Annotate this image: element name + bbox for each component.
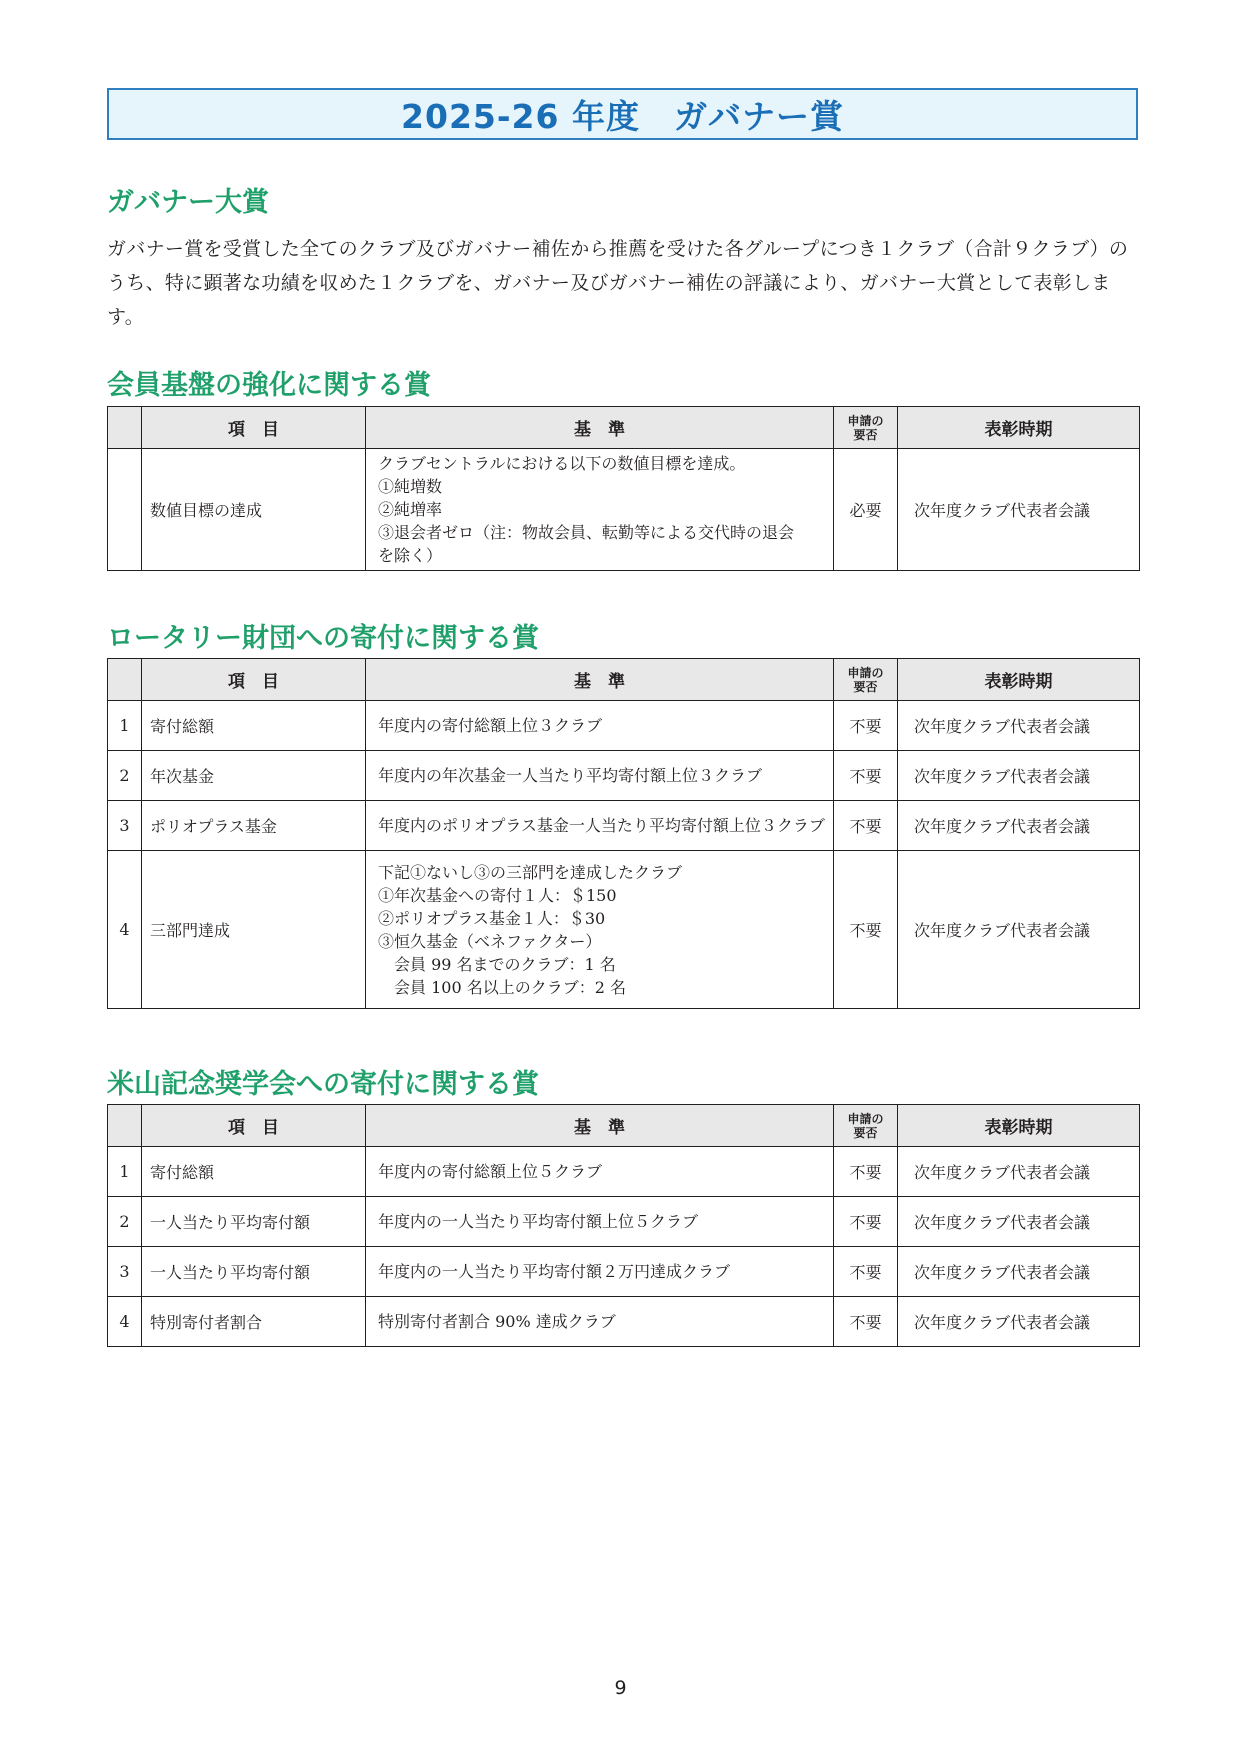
page-title-box <box>107 88 1138 140</box>
row-required: 不要 <box>834 1147 898 1197</box>
row-item: 数値目標の達成 <box>142 449 366 571</box>
row-required: 不要 <box>834 851 898 1009</box>
row-required: 不要 <box>834 701 898 751</box>
header-required-line1: 申請の <box>847 413 884 428</box>
criteria-line: 年度内の一人当たり平均寄付額２万円達成クラブ <box>378 1262 731 1281</box>
criteria-line: 下記①ないし③の三部門を達成したクラブ <box>378 862 683 882</box>
row-timing: 次年度クラブ代表者会議 <box>898 1197 1140 1247</box>
foundation-table <box>107 658 1140 1009</box>
header-item: 項 目 <box>142 659 366 701</box>
criteria-line: 特別寄付者割合 90% 達成クラブ <box>378 1312 616 1331</box>
criteria-line: 年度内の一人当たり平均寄付額上位５クラブ <box>378 1212 699 1231</box>
row-required: 不要 <box>834 1297 898 1347</box>
row-criteria <box>366 449 834 571</box>
row-criteria <box>366 701 834 751</box>
header-item: 項 目 <box>142 407 366 449</box>
criteria-line: 会員 99 名までのクラブ：1 名 <box>378 954 616 974</box>
table-row <box>108 851 1140 1009</box>
page-title: 2025-26 年度 ガバナー賞 <box>401 96 844 136</box>
row-item: 一人当たり平均寄付額 <box>142 1197 366 1247</box>
table-row <box>108 1297 1140 1347</box>
criteria-line: ②ポリオプラス基金１人：＄30 <box>378 908 606 928</box>
header-item: 項 目 <box>142 1105 366 1147</box>
row-criteria <box>366 1147 834 1197</box>
row-number: 2 <box>108 1197 142 1247</box>
row-number <box>108 449 142 571</box>
row-item: 寄付総額 <box>142 1147 366 1197</box>
row-number: 4 <box>108 1297 142 1347</box>
table-row <box>108 801 1140 851</box>
table-row <box>108 701 1140 751</box>
header-criteria: 基 準 <box>366 1105 834 1147</box>
header-required-line1: 申請の <box>847 1111 884 1126</box>
criteria-line: 会員 100 名以上のクラブ：2 名 <box>378 977 626 997</box>
row-criteria <box>366 1247 834 1297</box>
grand-prize-description: ガバナー賞を受賞した全てのクラブ及びガバナー補佐から推薦を受けた各グループにつき１クラブ（合計９クラブ）のうち、特に顕著な功績を収めた１クラブを、ガバナー及びガバナー補佐の評議により、ガバナー大賞として表彰します。 <box>107 238 1129 328</box>
row-timing: 次年度クラブ代表者会議 <box>898 1247 1140 1297</box>
criteria-line: クラブセントラルにおける以下の数値目標を達成。 <box>378 454 746 473</box>
table-header-row <box>108 1105 1140 1147</box>
table-row <box>108 751 1140 801</box>
row-required: 必要 <box>834 449 898 571</box>
table-row <box>108 449 1140 571</box>
row-required: 不要 <box>834 751 898 801</box>
table-row <box>108 1197 1140 1247</box>
table-header-row <box>108 407 1140 449</box>
header-required <box>834 1105 898 1147</box>
row-required: 不要 <box>834 1197 898 1247</box>
criteria-line: ②純増率 <box>378 500 443 519</box>
row-timing: 次年度クラブ代表者会議 <box>898 851 1140 1009</box>
row-number: 4 <box>108 851 142 1009</box>
row-item: 三部門達成 <box>142 851 366 1009</box>
criteria-line: 年度内のポリオプラス基金一人当たり平均寄付額上位３クラブ <box>378 816 825 835</box>
row-number: 3 <box>108 801 142 851</box>
header-timing: 表彰時期 <box>898 407 1140 449</box>
row-item: 年次基金 <box>142 751 366 801</box>
header-number-cell <box>108 407 142 449</box>
row-item: 寄付総額 <box>142 701 366 751</box>
header-required-line2: 要否 <box>853 1125 878 1140</box>
criteria-line: ③恒久基金（ベネファクター） <box>378 931 602 951</box>
header-number-cell <box>108 1105 142 1147</box>
row-number: 3 <box>108 1247 142 1297</box>
criteria-line: 年度内の寄付総額上位３クラブ <box>378 716 603 735</box>
criteria-line: 年度内の寄付総額上位５クラブ <box>378 1162 603 1181</box>
table-row <box>108 1147 1140 1197</box>
section-heading-foundation: ロータリー財団への寄付に関する賞 <box>107 623 539 654</box>
row-timing: 次年度クラブ代表者会議 <box>898 801 1140 851</box>
header-criteria: 基 準 <box>366 659 834 701</box>
row-item: 特別寄付者割合 <box>142 1297 366 1347</box>
row-timing: 次年度クラブ代表者会議 <box>898 751 1140 801</box>
row-criteria <box>366 801 834 851</box>
row-timing: 次年度クラブ代表者会議 <box>898 1297 1140 1347</box>
page-number: 9 <box>614 1677 627 1699</box>
header-timing: 表彰時期 <box>898 659 1140 701</box>
row-timing: 次年度クラブ代表者会議 <box>898 1147 1140 1197</box>
row-timing: 次年度クラブ代表者会議 <box>898 449 1140 571</box>
header-required-line1: 申請の <box>847 665 884 680</box>
criteria-line: 年度内の年次基金一人当たり平均寄付額上位３クラブ <box>378 766 763 785</box>
header-timing: 表彰時期 <box>898 1105 1140 1147</box>
header-required <box>834 407 898 449</box>
criteria-line: を除く） <box>378 546 443 565</box>
row-criteria <box>366 1297 834 1347</box>
row-timing: 次年度クラブ代表者会議 <box>898 701 1140 751</box>
header-required-line2: 要否 <box>853 427 878 442</box>
criteria-line: ①純増数 <box>378 477 443 496</box>
row-number: 1 <box>108 701 142 751</box>
table-row <box>108 1247 1140 1297</box>
criteria-line: ③退会者ゼロ（注：物故会員、転勤等による交代時の退会 <box>378 523 795 542</box>
criteria-line: ①年次基金への寄付１人：＄150 <box>378 885 617 905</box>
row-item: ポリオプラス基金 <box>142 801 366 851</box>
row-criteria <box>366 1197 834 1247</box>
section-heading-yoneyama: 米山記念奨学会への寄付に関する賞 <box>107 1069 539 1100</box>
header-required-line2: 要否 <box>853 679 878 694</box>
membership-table <box>107 406 1140 571</box>
yoneyama-table <box>107 1104 1140 1347</box>
header-number-cell <box>108 659 142 701</box>
row-required: 不要 <box>834 801 898 851</box>
row-number: 1 <box>108 1147 142 1197</box>
section-heading-grand-prize: ガバナー大賞 <box>107 187 269 218</box>
row-required: 不要 <box>834 1247 898 1297</box>
section-heading-membership: 会員基盤の強化に関する賞 <box>107 370 431 401</box>
table-header-row <box>108 659 1140 701</box>
row-criteria <box>366 851 834 1009</box>
row-item: 一人当たり平均寄付額 <box>142 1247 366 1297</box>
row-number: 2 <box>108 751 142 801</box>
row-criteria <box>366 751 834 801</box>
header-required <box>834 659 898 701</box>
header-criteria: 基 準 <box>366 407 834 449</box>
